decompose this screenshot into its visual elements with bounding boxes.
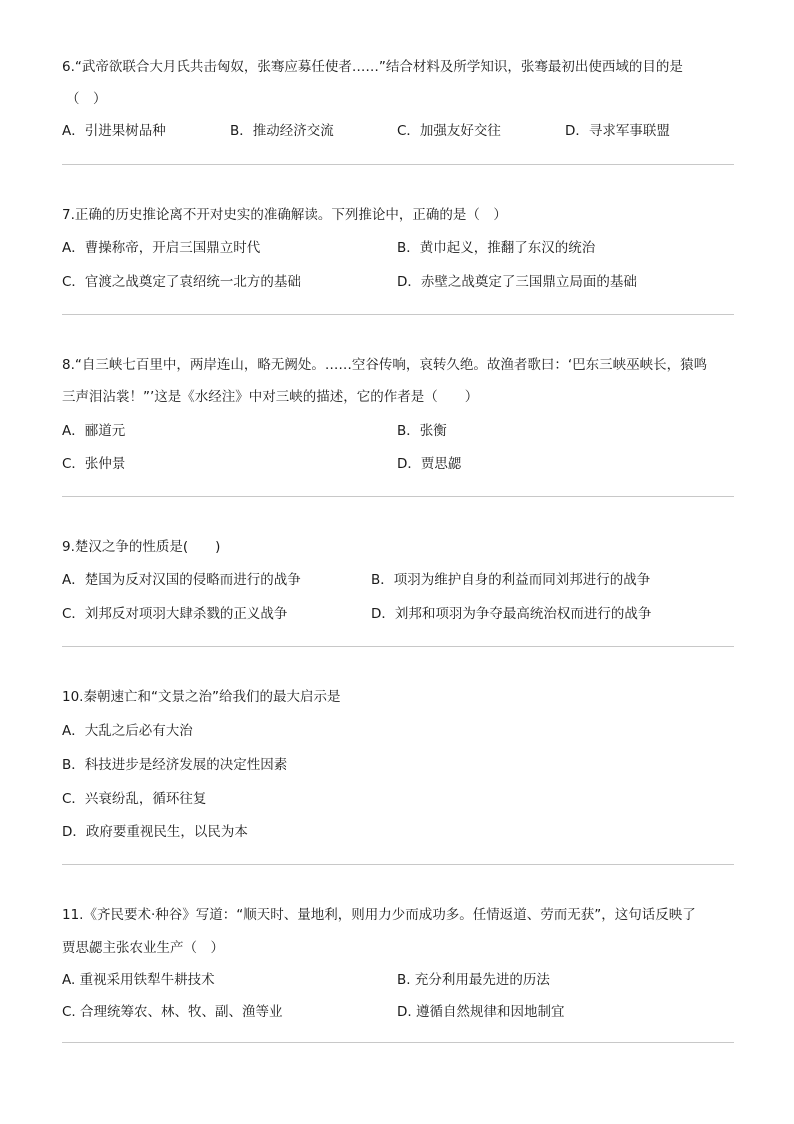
question-9-option-a[interactable]: A．楚国为反对汉国的侵略而进行的战争 [62,572,301,588]
question-11-option-b[interactable]: B. 充分利用最先进的历法 [397,972,550,988]
question-6-stem-line-2: （ ） [66,91,107,107]
question-8-option-a[interactable]: A．郦道元 [62,423,126,439]
question-10-stem-line-1: 10.秦朝速亡和“文景之治”给我们的最大启示是 [62,689,341,705]
question-6-option-d[interactable]: D．寻求军事联盟 [565,123,670,139]
question-divider [62,1042,734,1043]
question-7-option-b[interactable]: B．黄巾起义，推翻了东汉的统治 [397,240,596,256]
question-8-option-c[interactable]: C．张仲景 [62,456,126,472]
question-10-option-b[interactable]: B．科技进步是经济发展的决定性因素 [62,757,288,773]
question-6-option-c[interactable]: C．加强友好交往 [397,123,501,139]
question-9-stem-line-1: 9.楚汉之争的性质是( ) [62,539,221,555]
question-11-option-c[interactable]: C. 合理统筹农、林、牧、副、渔等业 [62,1004,283,1020]
question-7-option-a[interactable]: A．曹操称帝，开启三国鼎立时代 [62,240,261,256]
question-10-option-a[interactable]: A．大乱之后必有大治 [62,723,193,739]
question-10-option-c[interactable]: C．兴衰纷乱，循环往复 [62,791,207,807]
question-11-option-d[interactable]: D. 遵循自然规律和因地制宜 [397,1004,565,1020]
question-7-option-d[interactable]: D．赤壁之战奠定了三国鼎立局面的基础 [397,274,637,290]
question-divider [62,164,734,165]
question-6-option-b[interactable]: B．推动经济交流 [230,123,334,139]
question-7-option-c[interactable]: C．官渡之战奠定了袁绍统一北方的基础 [62,274,301,290]
question-10-option-d[interactable]: D．政府要重视民生，以民为本 [62,824,248,840]
question-6-option-a[interactable]: A．引进果树品种 [62,123,166,139]
question-8-option-b[interactable]: B．张衡 [397,423,447,439]
question-6-stem-line-1: 6.“武帝欲联合大月氏共击匈奴，张骞应募任使者……”结合材料及所学知识，张骞最初出使西域的目的是 [62,59,683,75]
question-8-stem-line-1: 8.“自三峡七百里中，两岸连山，略无阙处。……空谷传响，哀转久绝。故渔者歌曰：‘巴东三峡巫峡长，猿鸣 [62,357,708,373]
question-divider [62,646,734,647]
question-9-option-d[interactable]: D．刘邦和项羽为争夺最高统治权而进行的战争 [371,606,652,622]
question-9-option-b[interactable]: B．项羽为维护自身的利益而同刘邦进行的战争 [371,572,651,588]
question-divider [62,496,734,497]
question-9-option-c[interactable]: C．刘邦反对项羽大肆杀戮的正义战争 [62,606,288,622]
question-11-stem-line-1: 11.《齐民要术·种谷》写道：“顺天时、量地利，则用力少而成功多。任情返道、劳而无获”，这句话反映了 [62,907,696,923]
question-11-stem-line-2: 贾思勰主张农业生产（ ） [62,940,224,956]
question-divider [62,864,734,865]
question-7-stem-line-1: 7.正确的历史推论离不开对史实的准确解读。下列推论中，正确的是（ ） [62,207,507,223]
question-11-option-a[interactable]: A. 重视采用铁犁牛耕技术 [62,972,215,988]
question-divider [62,314,734,315]
question-8-option-d[interactable]: D．贾思勰 [397,456,462,472]
question-8-stem-line-2: 三声泪沾裳！”’这是《水经注》中对三峡的描述，它的作者是（ ） [62,389,479,405]
